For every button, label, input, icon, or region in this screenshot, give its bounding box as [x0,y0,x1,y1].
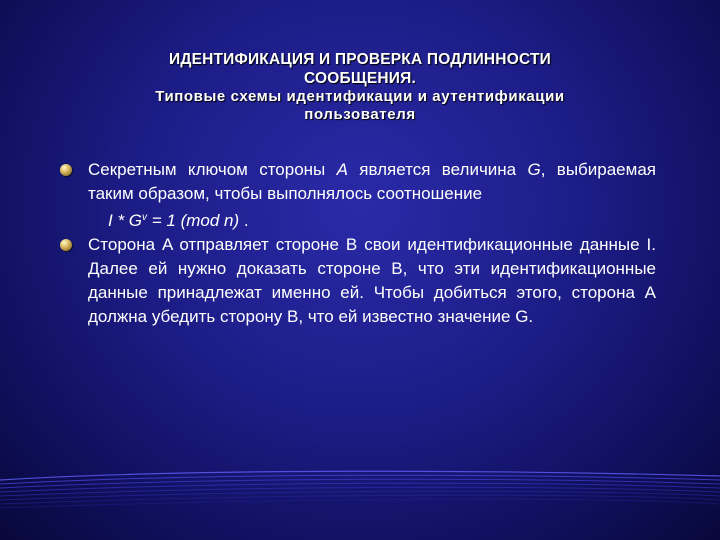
bullet-1-var-a: A [336,160,348,179]
title-line-2: СООБЩЕНИЯ. [304,70,416,87]
bullet-list [58,158,656,329]
subtitle-line-2: пользователя [304,106,416,123]
formula-tail: . [239,211,249,230]
subtitle-line-1: Типовые схемы идентификации и аутентификации [155,88,565,105]
formula [58,206,656,233]
formula-exponent: v [142,212,148,223]
bullet-icon [60,164,72,176]
bullet-1-text-middle: является величина [347,160,528,179]
bullet-item-2 [58,233,656,329]
bullet-2-text: Сторона A отправляет стороне B свои идентификационные данные I. Далее ей нужно доказать стороне B, что эти идентификационные данные принадлежат именно ей. Чтобы добиться этого, сторона A должна убедить сторону B, что ей известно значение G. [88,235,656,326]
bullet-item-1 [58,158,656,206]
formula-rhs: = 1 (mod n) [147,211,240,230]
formula-lhs: I * G [108,211,143,230]
bullet-1-text-before: Секретным ключом стороны [88,160,337,179]
decorative-swoosh [0,470,720,540]
bullet-1-text-after: , выбираемая таким образом, чтобы выполнялось соотношение [88,160,656,203]
bullet-icon [60,239,72,251]
slide-title [60,50,660,124]
title-line-1: ИДЕНТИФИКАЦИЯ И ПРОВЕРКА ПОДЛИННОСТИ [169,51,551,68]
bullet-1-var-g: G [527,160,541,179]
